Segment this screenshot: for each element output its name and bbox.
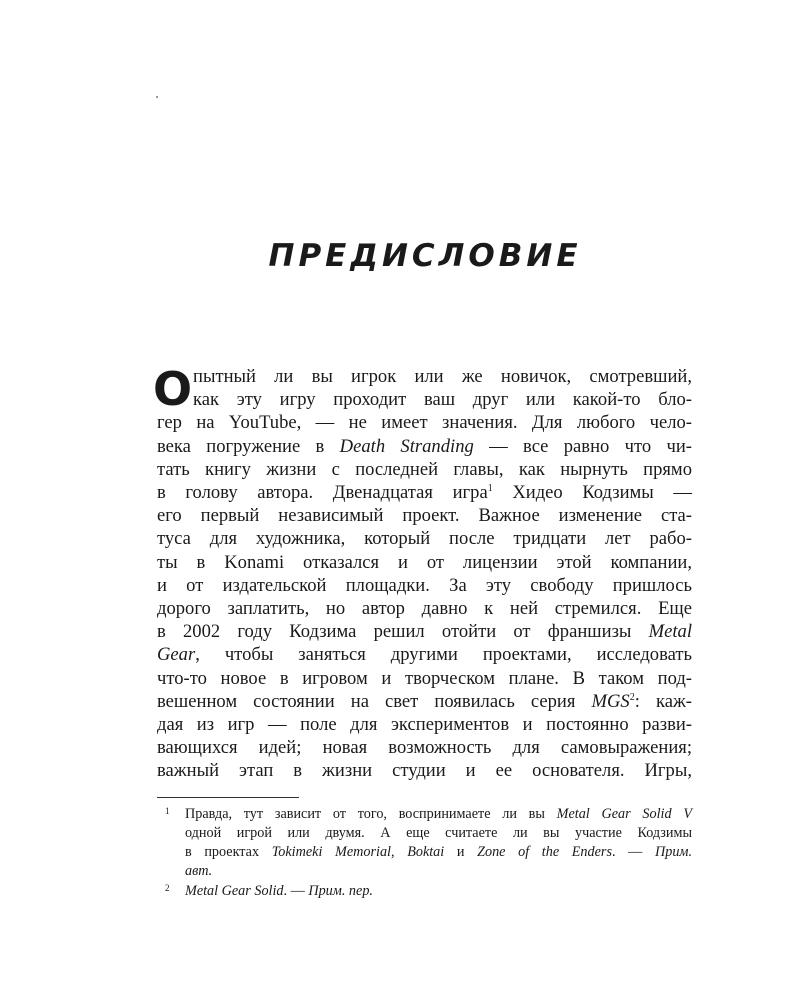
footnote-line: в проектах Tokimeki Memorial, Boktai и Zone of the Enders. — Прим. [185, 844, 693, 860]
text-line: в голову автора. Двенадцатая игра$^1$ Хидео Кодзимы — [157, 482, 693, 504]
footnote-ref: 1 [487, 483, 493, 495]
footnote-number: 1 [165, 806, 170, 816]
text-line: вешенном состоянии на свет появилась серия MGS$^2$: каж- [157, 690, 692, 712]
footnote-line: авт. [185, 863, 213, 879]
text-line: важный этап в жизни студии и ее основателя. Игры, [157, 760, 692, 782]
chapter-title: ПРЕДИСЛОВИЕ [268, 238, 582, 274]
footnote-divider [157, 797, 299, 798]
text-line: туса для художника, который после тридцати лет рабо- [157, 528, 692, 550]
drop-cap: О [153, 362, 193, 416]
text-line: дая из игр — поле для экспериментов и постоянно разви- [157, 714, 692, 736]
footnote-2 [157, 882, 692, 901]
footnote-ref: 2 [629, 691, 635, 703]
page-mark [156, 96, 158, 98]
text-line: пытный ли вы игрок или же новичок, смотревший, [193, 366, 692, 387]
text-line: его первый независимый проект. Важное изменение ста- [157, 505, 692, 527]
text-line: как эту игру проходит ваш друг или какой-то бло- [193, 389, 692, 411]
body-paragraph [153, 362, 693, 783]
text-line: и от издательской площадки. За эту свободу пришлось [157, 574, 692, 596]
text-line: в 2002 году Кодзима решил отойти от франшизы Metal [157, 621, 692, 643]
footnote-line: Правда, тут зависит от того, воспринимаете ли вы Metal Gear Solid V [185, 806, 692, 822]
text-line: века погружение в Death Stranding — все равно что чи- [157, 435, 693, 457]
text-line: гер на YouTube, — не имеет значения. Для любого чело- [157, 412, 692, 434]
text-line: тать книгу жизни с последней главы, как нырнуть прямо [157, 458, 692, 480]
footnote-line: одной игрой или двумя. А еще считаете ли вы участие Кодзимы [185, 825, 692, 841]
text-line: вающихся идей; новая возможность для самовыражения; [157, 737, 692, 759]
text-line: что-то новое в игровом и творческом плане. В таком под- [157, 667, 692, 689]
text-line: дорого заплатить, но автор давно к ней стремился. Еще [157, 598, 692, 620]
footnotes [157, 805, 692, 902]
footnote-line: Metal Gear Solid. — Прим. пер. [185, 883, 373, 899]
text-line: ты в Konami отказался и от лицензии этой компании, [157, 551, 692, 573]
footnote-1 [157, 805, 692, 881]
text-line: Gear, чтобы заняться другими проектами, исследовать [157, 644, 692, 666]
footnote-number: 2 [165, 883, 170, 893]
